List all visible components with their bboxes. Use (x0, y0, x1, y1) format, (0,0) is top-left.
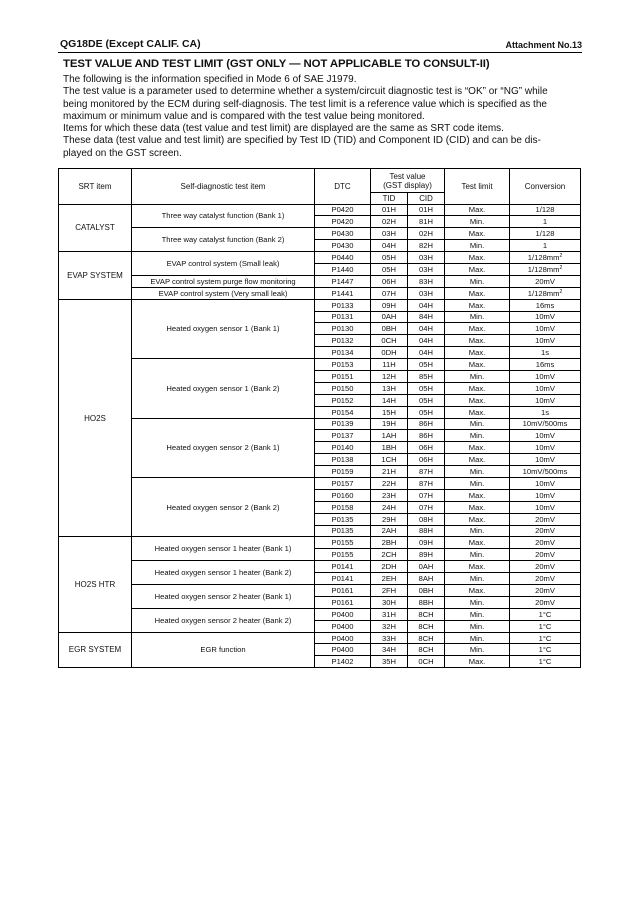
conversion-superscript: 2 (559, 288, 563, 295)
conversion-cell (510, 287, 581, 299)
table-row (59, 359, 581, 371)
cid-cell: 8BH (408, 596, 445, 608)
header-test-value (371, 169, 445, 193)
conversion-value: 10mV (535, 478, 555, 488)
header-cid: CID (408, 193, 445, 205)
conversion-cell (510, 299, 581, 311)
limit-cell: Max. (445, 394, 510, 406)
cid-cell: 03H (408, 287, 445, 299)
limit-cell: Min. (445, 240, 510, 252)
tid-cell: 23H (371, 489, 408, 501)
section-title: TEST VALUE AND TEST LIMIT (GST ONLY — NOT APPLICABLE TO CONSULT-II) (63, 58, 490, 70)
limit-cell: Max. (445, 501, 510, 513)
test-item-cell: Heated oxygen sensor 2 heater (Bank 1) (132, 585, 315, 609)
conversion-value: 1/128mm (527, 253, 560, 262)
conversion-cell (510, 394, 581, 406)
conversion-superscript: 2 (559, 253, 563, 259)
test-item-cell: Heated oxygen sensor 1 (Bank 1) (132, 299, 315, 358)
cid-cell: 01H (408, 204, 445, 216)
paragraph-line: The following is the information specified in Mode 6 of SAE J1979. (63, 74, 357, 85)
document-header-model: QG18DE (Except CALIF. CA) (60, 38, 201, 50)
header-test-value-line1: Test value (389, 171, 426, 181)
conversion-value: 1 (542, 217, 548, 227)
cid-cell: 06H (408, 442, 445, 454)
header-test-value-line2: (GST display) (383, 180, 432, 190)
conversion-value: 20mV (535, 550, 555, 560)
header-rule (58, 52, 582, 53)
tid-cell: 13H (371, 382, 408, 394)
conversion-cell (510, 489, 581, 501)
conversion-value: 1/128 (535, 229, 555, 239)
limit-cell: Min. (445, 466, 510, 478)
dtc-cell: P0157 (315, 477, 371, 489)
test-item-cell: Heated oxygen sensor 2 (Bank 1) (132, 418, 315, 477)
conversion-cell (510, 252, 581, 264)
dtc-cell: P0132 (315, 335, 371, 347)
conversion-value: 1/128 (535, 205, 555, 215)
limit-cell: Max. (445, 489, 510, 501)
conversion-cell (510, 335, 581, 347)
limit-cell: Min. (445, 216, 510, 228)
test-item-cell: Three way catalyst function (Bank 2) (132, 228, 315, 252)
conversion-cell (510, 204, 581, 216)
cid-cell: 8CH (408, 632, 445, 644)
conversion-value: 10mV/500ms (522, 419, 568, 429)
tid-cell: 2BH (371, 537, 408, 549)
dtc-cell: P0430 (315, 228, 371, 240)
table-row (59, 252, 581, 264)
conversion-cell (510, 477, 581, 489)
conversion-value: 16ms (535, 300, 555, 310)
cid-cell: 0AH (408, 561, 445, 573)
tid-cell: 19H (371, 418, 408, 430)
table-row (59, 477, 581, 489)
conversion-cell (510, 240, 581, 252)
cid-cell: 02H (408, 228, 445, 240)
limit-cell: Max. (445, 287, 510, 299)
conversion-cell (510, 466, 581, 478)
conversion-value: 10mV (535, 324, 555, 334)
dtc-cell: P0159 (315, 466, 371, 478)
conversion-cell (510, 501, 581, 513)
tid-cell: 03H (371, 228, 408, 240)
conversion-value: 20mV (535, 574, 555, 584)
conversion-cell (510, 275, 581, 287)
dtc-cell: P0158 (315, 501, 371, 513)
srt-item-cell: EGR SYSTEM (59, 632, 132, 668)
conversion-cell (510, 644, 581, 656)
cid-cell: 88H (408, 525, 445, 537)
cid-cell: 89H (408, 549, 445, 561)
tid-cell: 2EH (371, 573, 408, 585)
dtc-cell: P0134 (315, 347, 371, 359)
limit-cell: Min. (445, 525, 510, 537)
cid-cell: 8CH (408, 608, 445, 620)
table-row (59, 585, 581, 597)
conversion-cell (510, 263, 581, 275)
dtc-cell: P1402 (315, 656, 371, 668)
conversion-value: 10mV (535, 502, 555, 512)
conversion-value: 1°C (538, 657, 552, 667)
cid-cell: 08H (408, 513, 445, 525)
conversion-cell (510, 323, 581, 335)
conversion-cell (510, 525, 581, 537)
limit-cell: Min. (445, 573, 510, 585)
conversion-cell (510, 442, 581, 454)
limit-cell: Max. (445, 561, 510, 573)
tid-cell: 24H (371, 501, 408, 513)
dtc-cell: P0133 (315, 299, 371, 311)
tid-cell: 35H (371, 656, 408, 668)
conversion-value: 10mV (535, 383, 555, 393)
dtc-cell: P0153 (315, 359, 371, 371)
cid-cell: 8CH (408, 620, 445, 632)
test-item-cell: Heated oxygen sensor 1 heater (Bank 1) (132, 537, 315, 561)
dtc-cell: P0151 (315, 370, 371, 382)
cid-cell: 04H (408, 299, 445, 311)
conversion-cell (510, 513, 581, 525)
conversion-value: 1°C (538, 633, 552, 643)
conversion-value: 10mV (535, 395, 555, 405)
dtc-cell: P0130 (315, 323, 371, 335)
cid-cell: 04H (408, 347, 445, 359)
conversion-value: 1s (541, 407, 550, 417)
limit-cell: Max. (445, 513, 510, 525)
conversion-value: 20mV (535, 538, 555, 548)
conversion-value: 1°C (538, 645, 552, 655)
conversion-superscript: 2 (559, 264, 563, 271)
conversion-value: 1/128mm (527, 264, 560, 274)
dtc-cell: P0140 (315, 442, 371, 454)
tid-cell: 33H (371, 632, 408, 644)
srt-item-cell: CATALYST (59, 204, 132, 252)
table-row (59, 204, 581, 216)
dtc-cell: P0420 (315, 216, 371, 228)
tid-cell: 05H (371, 263, 408, 275)
tid-cell: 15H (371, 406, 408, 418)
test-item-cell: Three way catalyst function (Bank 1) (132, 204, 315, 228)
table-body (59, 204, 581, 668)
test-item-cell: Heated oxygen sensor 1 heater (Bank 2) (132, 561, 315, 585)
conversion-value: 1 (542, 241, 548, 251)
cid-cell: 85H (408, 370, 445, 382)
test-item-cell: EVAP control system purge flow monitoring (132, 275, 315, 287)
conversion-value: 1/128mm (527, 288, 560, 298)
conversion-value: 16ms (535, 360, 555, 370)
table-row (59, 299, 581, 311)
dtc-cell: P0141 (315, 573, 371, 585)
tid-cell: 01H (371, 204, 408, 216)
dtc-cell: P0155 (315, 537, 371, 549)
cid-cell: 81H (408, 216, 445, 228)
conversion-value: 10mV (535, 371, 555, 381)
conversion-value: 10mV (535, 312, 555, 322)
limit-cell: Min. (445, 632, 510, 644)
tid-cell: 11H (371, 359, 408, 371)
paragraph-line: The test value is a parameter used to determine whether a system/circuit diagnostic test is “OK” or “NG” while (63, 86, 548, 98)
paragraph-line: These data (test value and test limit) are specified by Test ID (TID) and Component ID (CID) and can be dis- (63, 135, 541, 147)
conversion-cell (510, 632, 581, 644)
tid-cell: 29H (371, 513, 408, 525)
limit-cell: Max. (445, 656, 510, 668)
tid-cell: 14H (371, 394, 408, 406)
dtc-cell: P0420 (315, 204, 371, 216)
srt-item-cell: HO2S (59, 299, 132, 537)
conversion-value: 20mV (535, 514, 555, 524)
tid-cell: 2AH (371, 525, 408, 537)
conversion-cell (510, 347, 581, 359)
conversion-value: 20mV (535, 276, 555, 286)
tid-cell: 1CH (371, 454, 408, 466)
cid-cell: 82H (408, 240, 445, 252)
conversion-value: 20mV (535, 562, 555, 572)
conversion-value: 20mV (535, 597, 555, 607)
dtc-cell: P0400 (315, 620, 371, 632)
test-item-cell: EVAP control system (Very small leak) (132, 287, 315, 299)
srt-item-cell: HO2S HTR (59, 537, 132, 632)
limit-cell: Max. (445, 299, 510, 311)
cid-cell: 86H (408, 430, 445, 442)
cid-cell: 87H (408, 466, 445, 478)
dtc-cell: P0161 (315, 596, 371, 608)
conversion-cell (510, 382, 581, 394)
tid-cell: 31H (371, 608, 408, 620)
dtc-cell: P1440 (315, 263, 371, 275)
dtc-cell: P0138 (315, 454, 371, 466)
dtc-cell: P0131 (315, 311, 371, 323)
limit-cell: Max. (445, 252, 510, 264)
table-row (59, 228, 581, 240)
limit-cell: Max. (445, 537, 510, 549)
cid-cell: 06H (408, 454, 445, 466)
tid-cell: 04H (371, 240, 408, 252)
conversion-value: 10mV (535, 443, 555, 453)
tid-cell: 21H (371, 466, 408, 478)
table-row (59, 537, 581, 549)
dtc-cell: P1441 (315, 287, 371, 299)
limit-cell: Max. (445, 228, 510, 240)
cid-cell: 86H (408, 418, 445, 430)
conversion-cell (510, 216, 581, 228)
tid-cell: 1AH (371, 430, 408, 442)
tid-cell: 32H (371, 620, 408, 632)
limit-cell: Min. (445, 418, 510, 430)
conversion-value: 10mV (535, 336, 555, 346)
conversion-cell (510, 228, 581, 240)
tid-cell: 0BH (371, 323, 408, 335)
limit-cell: Min. (445, 608, 510, 620)
cid-cell: 8CH (408, 644, 445, 656)
conversion-value: 1°C (538, 609, 552, 619)
tid-cell: 2FH (371, 585, 408, 597)
cid-cell: 04H (408, 323, 445, 335)
conversion-cell (510, 454, 581, 466)
dtc-cell: P0135 (315, 513, 371, 525)
tid-cell: 2CH (371, 549, 408, 561)
tid-cell: 22H (371, 477, 408, 489)
dtc-cell: P0135 (315, 525, 371, 537)
test-item-cell: Heated oxygen sensor 1 (Bank 2) (132, 359, 315, 418)
cid-cell: 03H (408, 252, 445, 264)
header-conversion: Conversion (510, 169, 581, 205)
table-header-row (59, 169, 581, 193)
tid-cell: 1BH (371, 442, 408, 454)
limit-cell: Max. (445, 335, 510, 347)
cid-cell: 03H (408, 263, 445, 275)
header-test-limit: Test limit (445, 169, 510, 205)
intro-paragraph (63, 74, 583, 160)
dtc-cell: P0137 (315, 430, 371, 442)
limit-cell: Min. (445, 596, 510, 608)
cid-cell: 8AH (408, 573, 445, 585)
cid-cell: 87H (408, 477, 445, 489)
conversion-value: 10mV/500ms (522, 467, 568, 477)
limit-cell: Min. (445, 275, 510, 287)
paragraph-line: maximum or minimum value and is compared with the test value being monitored. (63, 110, 425, 122)
cid-cell: 05H (408, 406, 445, 418)
limit-cell: Min. (445, 477, 510, 489)
conversion-cell (510, 418, 581, 430)
cid-cell: 05H (408, 359, 445, 371)
table-row (59, 287, 581, 299)
srt-item-cell: EVAP SYSTEM (59, 252, 132, 300)
dtc-cell: P0160 (315, 489, 371, 501)
header-srt-item: SRT item (59, 169, 132, 205)
limit-cell: Max. (445, 454, 510, 466)
paragraph-line: being monitored by the ECM during self-diagnosis. The test limit is a reference value which is specified as the (63, 98, 547, 110)
conversion-value: 10mV (535, 431, 555, 441)
limit-cell: Max. (445, 359, 510, 371)
limit-cell: Max. (445, 204, 510, 216)
conversion-cell (510, 359, 581, 371)
test-item-cell: EVAP control system (Small leak) (132, 252, 315, 276)
conversion-cell (510, 656, 581, 668)
limit-cell: Max. (445, 406, 510, 418)
dtc-cell: P0139 (315, 418, 371, 430)
conversion-cell (510, 608, 581, 620)
conversion-cell (510, 537, 581, 549)
limit-cell: Max. (445, 442, 510, 454)
dtc-cell: P0400 (315, 632, 371, 644)
cid-cell: 05H (408, 382, 445, 394)
tid-cell: 12H (371, 370, 408, 382)
dtc-cell: P0141 (315, 561, 371, 573)
cid-cell: 0BH (408, 585, 445, 597)
limit-cell: Min. (445, 311, 510, 323)
tid-cell: 09H (371, 299, 408, 311)
attachment-number: Attachment No.13 (505, 40, 582, 50)
tid-cell: 05H (371, 252, 408, 264)
paragraph-line: Items for which these data (test value and test limit) are displayed are the same as SRT code items. (63, 123, 504, 135)
header-self-diagnostic-item: Self-diagnostic test item (132, 169, 315, 205)
cid-cell: 09H (408, 537, 445, 549)
limit-cell: Max. (445, 347, 510, 359)
conversion-value: 1°C (538, 621, 552, 631)
conversion-cell (510, 573, 581, 585)
dtc-cell: P1447 (315, 275, 371, 287)
dtc-cell: P0155 (315, 549, 371, 561)
cid-cell: 83H (408, 275, 445, 287)
conversion-cell (510, 430, 581, 442)
cid-cell: 84H (408, 311, 445, 323)
conversion-cell (510, 620, 581, 632)
dtc-cell: P0400 (315, 644, 371, 656)
cid-cell: 05H (408, 394, 445, 406)
dtc-cell: P0400 (315, 608, 371, 620)
conversion-cell (510, 596, 581, 608)
tid-cell: 0AH (371, 311, 408, 323)
dtc-cell: P0154 (315, 406, 371, 418)
paragraph-line: played on the GST screen. (63, 147, 182, 159)
tid-cell: 02H (371, 216, 408, 228)
dtc-cell: P0150 (315, 382, 371, 394)
cid-cell: 07H (408, 489, 445, 501)
conversion-cell (510, 370, 581, 382)
test-value-table (58, 168, 581, 668)
dtc-cell: P0440 (315, 252, 371, 264)
test-item-cell: Heated oxygen sensor 2 (Bank 2) (132, 477, 315, 536)
tid-cell: 2DH (371, 561, 408, 573)
header-tid: TID (371, 193, 408, 205)
table-row (59, 632, 581, 644)
table-row (59, 608, 581, 620)
tid-cell: 07H (371, 287, 408, 299)
dtc-cell: P0430 (315, 240, 371, 252)
tid-cell: 34H (371, 644, 408, 656)
limit-cell: Max. (445, 263, 510, 275)
test-item-cell: Heated oxygen sensor 2 heater (Bank 2) (132, 608, 315, 632)
conversion-value: 10mV (535, 455, 555, 465)
test-item-cell: EGR function (132, 632, 315, 668)
conversion-value: 20mV (535, 526, 555, 536)
tid-cell: 30H (371, 596, 408, 608)
table-row (59, 418, 581, 430)
tid-cell: 0DH (371, 347, 408, 359)
limit-cell: Min. (445, 620, 510, 632)
dtc-cell: P0152 (315, 394, 371, 406)
conversion-value: 20mV (535, 585, 555, 595)
conversion-cell (510, 561, 581, 573)
conversion-cell (510, 549, 581, 561)
tid-cell: 0CH (371, 335, 408, 347)
limit-cell: Min. (445, 644, 510, 656)
limit-cell: Max. (445, 382, 510, 394)
conversion-value: 10mV (535, 490, 555, 500)
limit-cell: Max. (445, 585, 510, 597)
cid-cell: 0CH (408, 656, 445, 668)
limit-cell: Min. (445, 549, 510, 561)
cid-cell: 07H (408, 501, 445, 513)
header-dtc: DTC (315, 169, 371, 205)
cid-cell: 04H (408, 335, 445, 347)
dtc-cell: P0161 (315, 585, 371, 597)
conversion-cell (510, 311, 581, 323)
conversion-cell (510, 585, 581, 597)
tid-cell: 06H (371, 275, 408, 287)
limit-cell: Min. (445, 370, 510, 382)
limit-cell: Min. (445, 430, 510, 442)
conversion-cell (510, 406, 581, 418)
table-row (59, 561, 581, 573)
limit-cell: Max. (445, 323, 510, 335)
table-row (59, 275, 581, 287)
conversion-value: 1s (541, 348, 550, 358)
